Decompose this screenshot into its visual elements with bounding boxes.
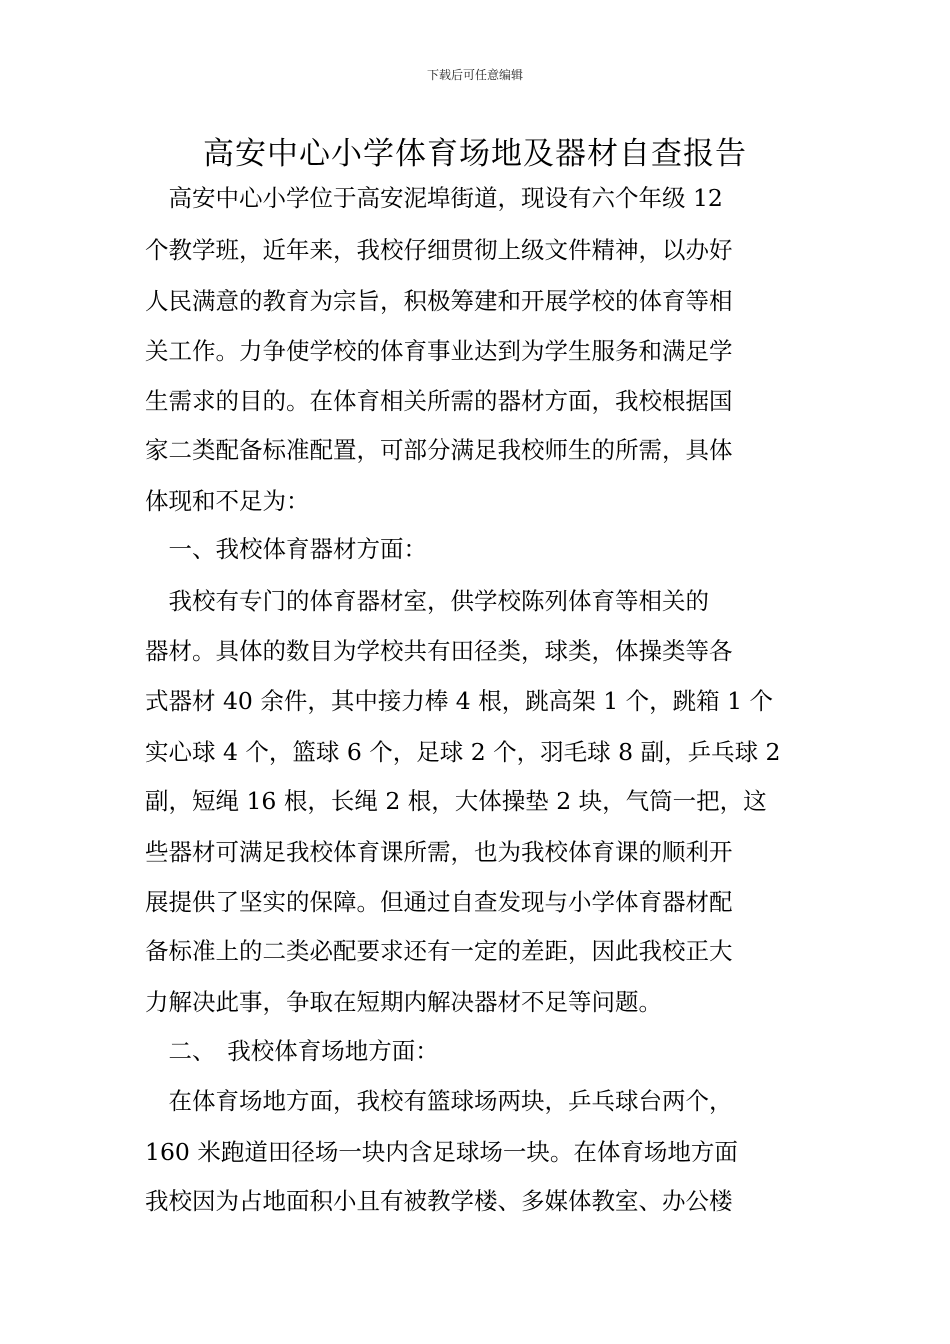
header-note: 下载后可任意编辑 [426,68,523,82]
body-line: 个教学班，近年来，我校仔细贯彻上级文件精神，以办好 [145,236,733,264]
body-line: 家二类配备标准配置，可部分满足我校师生的所需，具体 [145,436,733,464]
body-line: 器材。具体的数目为学校共有田径类，球类，体操类等各 [145,637,733,665]
body-line: 展提供了坚实的保障。但通过自查发现与小学体育器材配 [145,888,733,916]
body-line: 副，短绳 16 根，长绳 2 根，大体操垫 2 块，气筒一把，这 [145,787,767,815]
body-line: 关工作。力争使学校的体育事业达到为学生服务和满足学 [145,337,733,365]
body-line: 些器材可满足我校体育课所需，也为我校体育课的顺利开 [145,838,733,866]
body-line: 在体育场地方面，我校有篮球场两块，乒乓球台两个， [145,1087,733,1115]
body-line: 力解决此事，争取在短期内解决器材不足等问题。 [145,988,662,1016]
body-line: 高安中心小学位于高安泥埠街道，现设有六个年级 12 [145,184,723,212]
body-line: 实心球 4 个，篮球 6 个，足球 2 个，羽毛球 8 副，乒乓球 2 [145,738,781,766]
body-line: 我校因为占地面积小且有被教学楼、多媒体教室、办公楼 [145,1187,733,1215]
body-line: 160 米跑道田径场一块内含足球场一块。在体育场地方面 [145,1138,738,1166]
document-title: 高安中心小学体育场地及器材自查报告 [203,136,747,172]
body-line: 人民满意的教育为宗旨，积极筹建和开展学校的体育等相 [145,287,733,315]
body-line: 备标准上的二类必配要求还有一定的差距，因此我校正大 [145,937,733,965]
body-line: 体现和不足为： [145,487,310,515]
section-heading: 一、我校体育器材方面： [145,535,427,563]
section-heading: 二、 我校体育场地方面： [145,1037,439,1065]
body-line: 生需求的目的。在体育相关所需的器材方面，我校根据国 [145,387,733,415]
body-line: 式器材 40 余件，其中接力棒 4 根，跳高架 1 个，跳箱 1 个 [145,687,774,715]
body-line: 我校有专门的体育器材室，供学校陈列体育等相关的 [145,587,709,615]
